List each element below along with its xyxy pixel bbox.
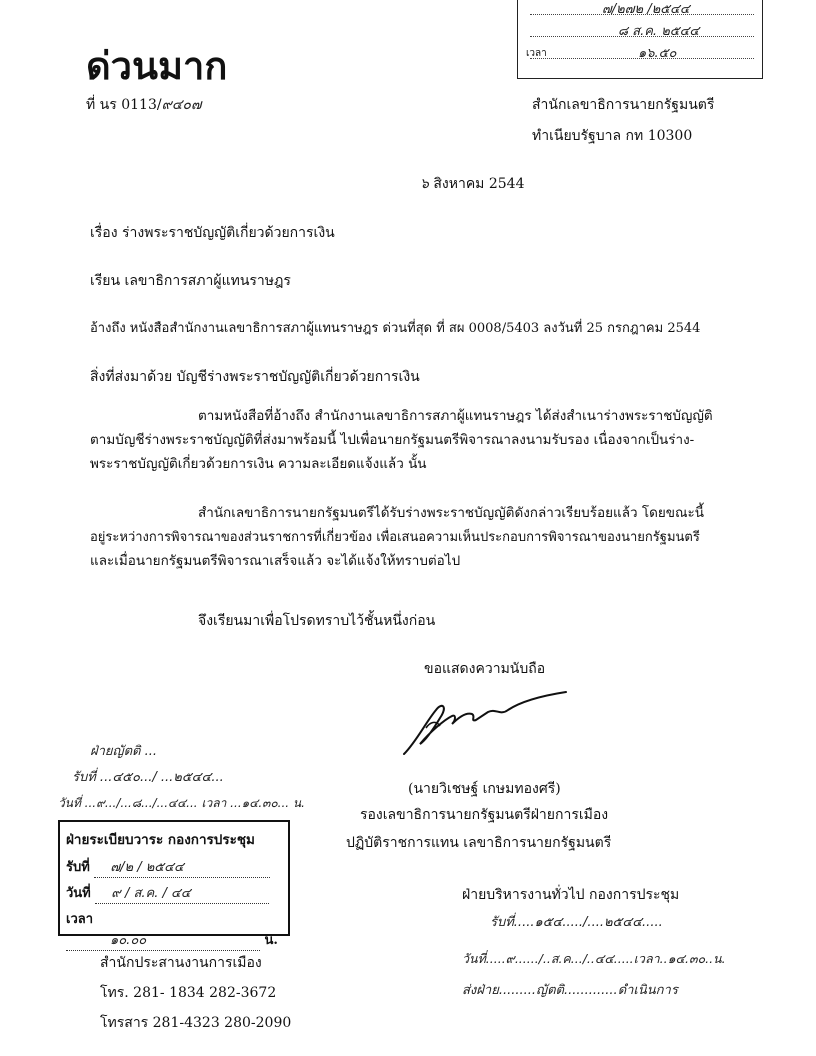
paragraph-1-line-2: ตามบัญชีร่างพระราชบัญญัติที่ส่งมาพร้อมนี้ ไปเพื่อนายกรัฐมนตรีพิจารณาลงนามรับรอง เนื่องจากเป็นร่าง- — [90, 432, 695, 448]
closing-salutation: ขอแสดงความนับถือ — [424, 661, 546, 677]
signer-title-line-2: ปฏิบัติราชการแทน เลขาธิการนายกรัฐมนตรี — [346, 835, 612, 851]
date-month-year: สิงหาคม 2544 — [433, 176, 525, 192]
stamp-box-time-value: ๑๐.๐๐ — [66, 929, 260, 951]
stamp-top-receive-number: ๗/๒๗๒ /๒๕๔๔ — [602, 2, 690, 17]
paragraph-1-line-3: พระราชบัญญัติเกี่ยวด้วยการเงิน ความละเอียดแจ้งแล้ว นั้น — [90, 456, 427, 472]
phone-numbers: โทร. 281- 1834 282-3672 — [100, 985, 277, 1001]
signer-title-line-1: รองเลขาธิการนายกรัฐมนตรีฝ่ายการเมือง — [360, 807, 609, 823]
reference-line: อ้างถึง หนังสือสำนักงานเลขาธิการสภาผู้แทนราษฎร ด่วนที่สุด ที่ สผ 0008/5403 ลงวันที่ 25 กรกฎาคม 2544 — [90, 321, 701, 336]
stamp-box-date-value: ๙ / ส.ค. / ๔๔ — [95, 882, 269, 904]
stamp-box-time-unit: น. — [264, 933, 278, 948]
paragraph-2-line-1: สำนักเลขาธิการนายกรัฐมนตรีได้รับร่างพระราชบัญญัติดังกล่าวเรียบร้อยแล้ว โดยขณะนี้ — [198, 505, 705, 521]
subject-line: เรื่อง ร่างพระราชบัญญัติเกี่ยวด้วยการเงิน — [90, 225, 335, 241]
stamp-top-time-label: เวลา — [526, 48, 547, 59]
stamp-top-date: ๘ ส.ค. ๒๕๔๔ — [618, 24, 700, 39]
paragraph-1-line-1: ตามหนังสือที่อ้างถึง สำนักงานเลขาธิการสภาผู้แทนราษฎร ได้ส่งสำเนาร่างพระราชบัญญัติ — [198, 408, 713, 424]
fax-numbers: โทรสาร 281-4323 280-2090 — [100, 1015, 292, 1031]
issuing-unit: สำนักประสานงานการเมือง — [100, 955, 262, 971]
signature-image — [396, 682, 576, 766]
paragraph-2-line-2: อยู่ระหว่างการพิจารณาของส่วนราชการที่เกี่ยวข้อง เพื่อเสนอความเห็นประกอบการพิจารณาของนายกรัฐมนตรี — [90, 530, 700, 545]
document-number-prefix: ที่ นร 0113/ — [86, 97, 162, 113]
document-date — [420, 175, 525, 193]
document-number-handwritten: ๙๔๐๗ — [161, 97, 202, 113]
recipient-line: เรียน เลขาธิการสภาผู้แทนราษฎร — [90, 273, 291, 289]
stamp-right-receive: รับที่.....๑๕๔...../....๒๕๔๔..... — [490, 915, 663, 930]
document-number — [86, 96, 202, 114]
stamp-box-date-row — [66, 882, 269, 904]
paragraph-3: จึงเรียนมาเพื่อโปรดทราบไว้ชั้นหนึ่งก่อน — [198, 613, 436, 629]
date-day-handwritten: ๖ — [420, 176, 429, 192]
stamp-box-time-label: เวลา — [66, 912, 94, 927]
agenda-division-stamp — [58, 820, 290, 948]
paragraph-2-line-3: และเมื่อนายกรัฐมนตรีพิจารณาเสร็จแล้ว จะได้แจ้งให้ทราบต่อไป — [90, 553, 461, 569]
stamp-left-line-1: ฝ่ายญัตติ ... — [90, 744, 158, 759]
stamp-right-send: ส่งฝ่าย.........ญัตติ.............ดำเนินการ — [462, 983, 678, 998]
signer-name: (นายวิเชษฐ์ เกษมทองศรี) — [408, 781, 561, 797]
urgency-label: ด่วนมาก — [86, 43, 228, 88]
stamp-left-line-3: วันที่ ...๙.../...๘.../...๔๔... เวลา ...๑๔.๓๐... น. — [58, 796, 305, 810]
stamp-right-date: วันที่.....๙....../..ส.ค.../..๔๔.....เวลา..๑๔.๓๐..น. — [462, 951, 726, 966]
stamp-right-title: ฝ่ายบริหารงานทั่วไป กองการประชุม — [462, 887, 680, 903]
stamp-box-date-label: วันที่ — [66, 886, 91, 901]
stamp-box-receive-value: ๗/๒ / ๒๕๔๔ — [94, 856, 270, 878]
stamp-box-time-row — [66, 908, 288, 951]
sender-address: ทำเนียบรัฐบาล กท 10300 — [532, 128, 693, 144]
received-stamp-top — [517, 0, 763, 79]
stamp-box-title: ฝ่ายระเบียบวาระ กองการประชุม — [66, 832, 255, 848]
stamp-top-time: ๑๖.๕๐ — [638, 46, 677, 61]
stamp-left-line-2: รับที่ ...๔๕๐.../ ...๒๕๔๔... — [72, 770, 224, 785]
stamp-box-receive-label: รับที่ — [66, 860, 90, 875]
stamp-box-receive-row — [66, 856, 270, 878]
enclosure-line: สิ่งที่ส่งมาด้วย บัญชีร่างพระราชบัญญัติเกี่ยวด้วยการเงิน — [90, 369, 420, 385]
sender-office: สำนักเลขาธิการนายกรัฐมนตรี — [532, 97, 715, 113]
